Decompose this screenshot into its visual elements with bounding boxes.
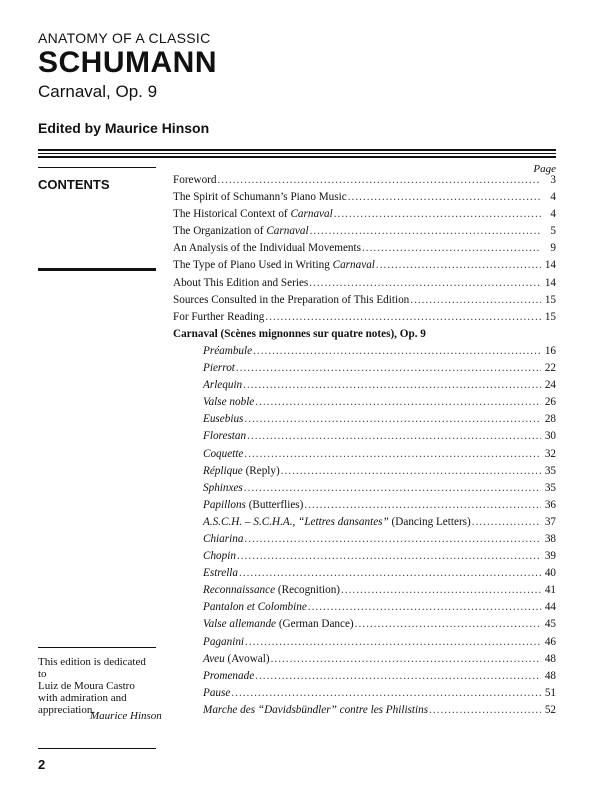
toc-movement bbox=[173, 653, 556, 670]
toc-entry-title-italic: Carnaval bbox=[290, 208, 333, 221]
leader-dots bbox=[243, 379, 541, 391]
leader-dots bbox=[265, 311, 541, 323]
leader-dots bbox=[239, 567, 541, 579]
dedication-line: with admiration and bbox=[38, 692, 127, 704]
toc-page-number: 15 bbox=[544, 293, 556, 306]
leader-dots bbox=[341, 584, 541, 596]
toc-page-number: 9 bbox=[550, 242, 556, 255]
sidebar-rule bbox=[38, 647, 156, 648]
work-title: Carnaval, Op. 9 bbox=[38, 82, 158, 101]
movement-title bbox=[203, 396, 254, 408]
toc-page-number: 35 bbox=[544, 464, 556, 477]
toc-page-number: 44 bbox=[544, 601, 556, 614]
toc-page-number: 28 bbox=[544, 413, 556, 426]
section-title: Carnaval (Scènes mignonnes sur quatre notes), Op. 9 bbox=[173, 327, 426, 340]
toc-entry-title bbox=[173, 225, 309, 237]
toc-entry bbox=[173, 311, 556, 328]
toc-movement bbox=[173, 413, 556, 430]
movement-title-italic: Estrella bbox=[203, 567, 239, 580]
leader-dots bbox=[376, 259, 541, 271]
movement-title bbox=[203, 704, 428, 716]
leader-dots bbox=[247, 430, 541, 442]
toc-entry-title-text: The Organization of bbox=[173, 225, 267, 238]
page-number: 2 bbox=[38, 757, 46, 772]
composer-name: SCHUMANN bbox=[38, 46, 217, 79]
leader-dots bbox=[253, 345, 541, 357]
movement-title-translation: (Avowal) bbox=[224, 652, 270, 665]
dedication-line: Luiz de Moura Castro bbox=[38, 680, 135, 692]
toc-page-number: 46 bbox=[544, 635, 556, 648]
leader-dots bbox=[245, 636, 541, 648]
toc-entry bbox=[173, 277, 556, 294]
movement-title-italic: Pause bbox=[203, 686, 231, 699]
movement-title bbox=[203, 636, 244, 648]
toc-page-number: 24 bbox=[544, 379, 556, 392]
movement-title bbox=[203, 533, 243, 545]
movement-title bbox=[203, 362, 235, 374]
toc-entry-title: Sources Consulted in the Preparation of This Edition bbox=[173, 293, 410, 306]
toc-entry-title: An Analysis of the Individual Movements bbox=[173, 242, 361, 255]
toc-movement bbox=[173, 704, 556, 721]
movement-title-italic: Coquette bbox=[203, 447, 244, 460]
divider-rule bbox=[38, 149, 556, 151]
movement-title-italic: Préambule bbox=[203, 344, 253, 357]
movement-title-italic: Chopin bbox=[203, 550, 236, 563]
movement-title bbox=[203, 499, 303, 511]
leader-dots bbox=[308, 601, 541, 613]
toc-page-number: 51 bbox=[544, 686, 556, 699]
movement-title-italic: Sphinxes bbox=[203, 481, 243, 494]
leader-dots bbox=[362, 242, 541, 254]
leader-dots bbox=[271, 653, 541, 665]
toc-movement bbox=[173, 379, 556, 396]
movement-title-italic: Arlequin bbox=[203, 379, 243, 392]
toc-page-number: 35 bbox=[544, 481, 556, 494]
movement-title-italic: Valse allemande bbox=[203, 618, 277, 631]
table-of-contents bbox=[173, 174, 556, 721]
toc-page-number: 41 bbox=[544, 584, 556, 597]
toc-entry-title-italic: Carnaval bbox=[266, 225, 309, 238]
toc-entry-title bbox=[173, 208, 333, 220]
movement-title bbox=[203, 567, 238, 579]
movement-title-translation: (Reply) bbox=[242, 464, 280, 477]
toc-page-number: 14 bbox=[544, 276, 556, 289]
toc-page-number: 52 bbox=[544, 703, 556, 716]
leader-dots bbox=[237, 550, 541, 562]
toc-movement bbox=[173, 430, 556, 447]
toc-page-number: 40 bbox=[544, 567, 556, 580]
movement-title bbox=[203, 670, 254, 682]
movement-title-italic: Aveu bbox=[203, 652, 225, 665]
toc-movement bbox=[173, 687, 556, 704]
leader-dots bbox=[310, 225, 541, 237]
leader-dots bbox=[244, 413, 541, 425]
toc-entry bbox=[173, 225, 556, 242]
toc-entry-title: About This Edition and Series bbox=[173, 276, 309, 289]
movement-title bbox=[203, 482, 243, 494]
movement-title bbox=[203, 550, 236, 562]
toc-movement bbox=[173, 550, 556, 567]
movement-title bbox=[203, 584, 340, 596]
toc-movement bbox=[173, 499, 556, 516]
toc-movement bbox=[173, 618, 556, 635]
movement-title-italic: Eusebius bbox=[203, 413, 244, 426]
leader-dots bbox=[304, 499, 541, 511]
toc-page-number: 3 bbox=[550, 174, 556, 186]
toc-page-number: 30 bbox=[544, 430, 556, 443]
toc-entry bbox=[173, 191, 556, 208]
movement-title bbox=[203, 430, 246, 442]
leader-dots bbox=[309, 277, 541, 289]
movement-title bbox=[203, 345, 252, 357]
editor-credit: Edited by Maurice Hinson bbox=[38, 120, 210, 136]
movement-title bbox=[203, 448, 243, 460]
movement-title-translation: (Recognition) bbox=[275, 584, 341, 597]
movement-title-translation: (Dancing Letters) bbox=[388, 515, 471, 528]
toc-movement bbox=[173, 584, 556, 601]
leader-dots bbox=[255, 396, 541, 408]
leader-dots bbox=[355, 618, 541, 630]
toc-page-number: 16 bbox=[544, 344, 556, 357]
toc-movement bbox=[173, 482, 556, 499]
toc-page-number: 36 bbox=[544, 498, 556, 511]
series-title: ANATOMY OF A CLASSIC bbox=[38, 30, 211, 46]
toc-page-number: 48 bbox=[544, 652, 556, 665]
toc-movement bbox=[173, 345, 556, 362]
toc-movement bbox=[173, 533, 556, 550]
movement-title bbox=[203, 618, 354, 630]
movement-title-italic: Valse noble bbox=[203, 396, 255, 409]
leader-dots bbox=[334, 208, 541, 220]
movement-title bbox=[203, 379, 242, 391]
toc-entry-title: Foreword bbox=[173, 174, 217, 186]
toc-movement bbox=[173, 516, 556, 533]
toc-entry bbox=[173, 174, 556, 191]
toc-entry bbox=[173, 242, 556, 259]
toc-page-number: 15 bbox=[544, 310, 556, 323]
toc-entry-title bbox=[173, 259, 375, 271]
leader-dots bbox=[429, 704, 541, 716]
movement-title-italic: Paganini bbox=[203, 635, 245, 648]
toc-entry-title-text: The Type of Piano Used in Writing bbox=[173, 259, 333, 272]
toc-movement bbox=[173, 448, 556, 465]
leader-dots bbox=[231, 687, 541, 699]
movement-title-translation: (Butterflies) bbox=[245, 498, 304, 511]
contents-heading: CONTENTS bbox=[38, 177, 110, 192]
toc-movement bbox=[173, 362, 556, 379]
movement-title bbox=[203, 413, 243, 425]
dedication-line: This edition is dedicated to bbox=[38, 656, 146, 680]
movement-title-italic: Pierrot bbox=[203, 362, 235, 375]
movement-title-italic: Promenade bbox=[203, 669, 255, 682]
toc-page-number: 4 bbox=[550, 208, 556, 221]
movement-title-translation: (German Dance) bbox=[276, 618, 354, 631]
toc-page-number: 4 bbox=[550, 191, 556, 204]
leader-dots bbox=[244, 482, 541, 494]
sidebar-rule bbox=[38, 167, 156, 168]
movement-title-italic: Pantalon et Colombine bbox=[203, 601, 307, 614]
movement-title bbox=[203, 465, 280, 477]
divider-rule bbox=[38, 156, 556, 158]
movement-title bbox=[203, 601, 307, 613]
toc-page-number: 39 bbox=[544, 550, 556, 563]
movement-title-italic: A.S.C.H. – S.C.H.A., “Lettres dansantes” bbox=[203, 515, 389, 528]
movement-title-italic: Reconnaissance bbox=[203, 584, 276, 597]
movement-title-italic: Réplique bbox=[203, 464, 243, 477]
toc-movement bbox=[173, 465, 556, 482]
movement-title-italic: Chiarina bbox=[203, 532, 244, 545]
toc-page-number: 22 bbox=[544, 362, 556, 375]
sidebar-rule bbox=[38, 268, 156, 271]
toc-entry-title: The Spirit of Schumann’s Piano Music bbox=[173, 191, 347, 204]
movement-title bbox=[203, 687, 230, 699]
leader-dots bbox=[472, 516, 541, 528]
toc-movement bbox=[173, 601, 556, 618]
movement-title bbox=[203, 516, 471, 528]
leader-dots bbox=[218, 174, 542, 186]
leader-dots bbox=[281, 465, 541, 477]
toc-entry bbox=[173, 208, 556, 225]
toc-section-heading bbox=[173, 328, 556, 345]
divider-rule bbox=[38, 153, 556, 154]
leader-dots bbox=[410, 294, 541, 306]
footer-rule bbox=[38, 748, 156, 749]
leader-dots bbox=[255, 670, 541, 682]
toc-entry bbox=[173, 294, 556, 311]
toc-movement bbox=[173, 636, 556, 653]
toc-entry bbox=[173, 259, 556, 276]
leader-dots bbox=[244, 533, 541, 545]
toc-page-number: 48 bbox=[544, 669, 556, 682]
toc-entry-title-text: The Historical Context of bbox=[173, 208, 291, 221]
page-column-label: Page bbox=[533, 163, 556, 175]
toc-page-number: 5 bbox=[550, 225, 556, 238]
signature: Maurice Hinson bbox=[90, 710, 162, 722]
movement-title bbox=[203, 653, 270, 665]
leader-dots bbox=[244, 448, 541, 460]
toc-page-number: 37 bbox=[544, 515, 556, 528]
toc-page-number: 26 bbox=[544, 396, 556, 409]
toc-page-number: 45 bbox=[544, 618, 556, 631]
movement-title-italic: Papillons bbox=[203, 498, 246, 511]
leader-dots bbox=[348, 191, 541, 203]
header bbox=[38, 30, 217, 102]
movement-title-italic: Marche des “Davidsbündler” contre les Philistins bbox=[203, 703, 429, 716]
dedication bbox=[38, 656, 156, 716]
toc-movement bbox=[173, 670, 556, 687]
toc-movement bbox=[173, 567, 556, 584]
movement-title-italic: Florestan bbox=[203, 430, 247, 443]
toc-movement bbox=[173, 396, 556, 413]
toc-entry-title-italic: Carnaval bbox=[332, 259, 375, 272]
toc-page-number: 32 bbox=[544, 447, 556, 460]
toc-entry-title: For Further Reading bbox=[173, 310, 265, 323]
toc-page-number: 38 bbox=[544, 532, 556, 545]
leader-dots bbox=[236, 362, 541, 374]
toc-page-number: 14 bbox=[544, 259, 556, 272]
dedication-line: appreciation. bbox=[38, 704, 96, 716]
